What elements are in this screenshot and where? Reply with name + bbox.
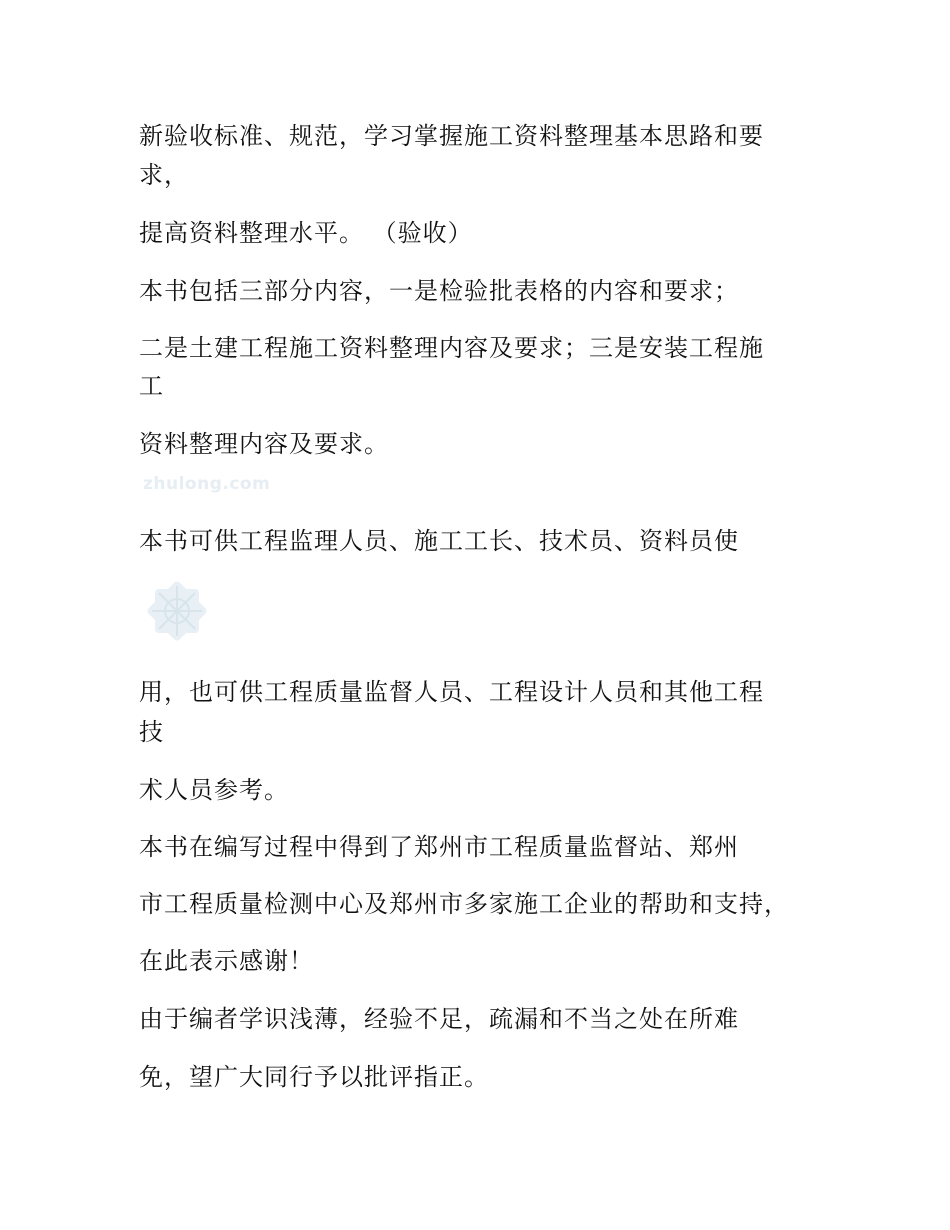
- text-line: 提高资料整理水平。 （验收）: [139, 219, 473, 247]
- text-line: 免，望广大同行予以批评指正。: [139, 1063, 489, 1091]
- text-line: 在此表示感谢！: [139, 947, 314, 975]
- text-line: 技: [139, 718, 164, 746]
- watermark-text: zhulong.com: [143, 474, 271, 494]
- text-line: 新验收标准、规范，学习掌握施工资料整理基本思路和要: [139, 122, 764, 150]
- text-line: 由于编者学识浅薄，经验不足，疏漏和不当之处在所难: [139, 1005, 739, 1033]
- text-line: 求，: [139, 161, 189, 189]
- text-line: 二是土建工程施工资料整理内容及要求；三是安装工程施: [139, 334, 764, 362]
- text-line: 用，也可供工程质量监督人员、工程设计人员和其他工程: [139, 678, 764, 706]
- text-line: 资料整理内容及要求。: [139, 430, 389, 458]
- text-line: 本书可供工程监理人员、施工工长、技术员、资料员使: [139, 527, 739, 555]
- text-line: 本书在编写过程中得到了郑州市工程质量监督站、郑州: [139, 833, 739, 861]
- text-line: 本书包括三部分内容，一是检验批表格的内容和要求；: [139, 277, 739, 305]
- text-line: 术人员参考。: [139, 776, 289, 804]
- zhulong-snowflake-logo-icon: [138, 572, 216, 650]
- text-line: 市工程质量检测中心及郑州市多家施工企业的帮助和支持，: [139, 890, 789, 918]
- text-line: 工: [139, 372, 164, 400]
